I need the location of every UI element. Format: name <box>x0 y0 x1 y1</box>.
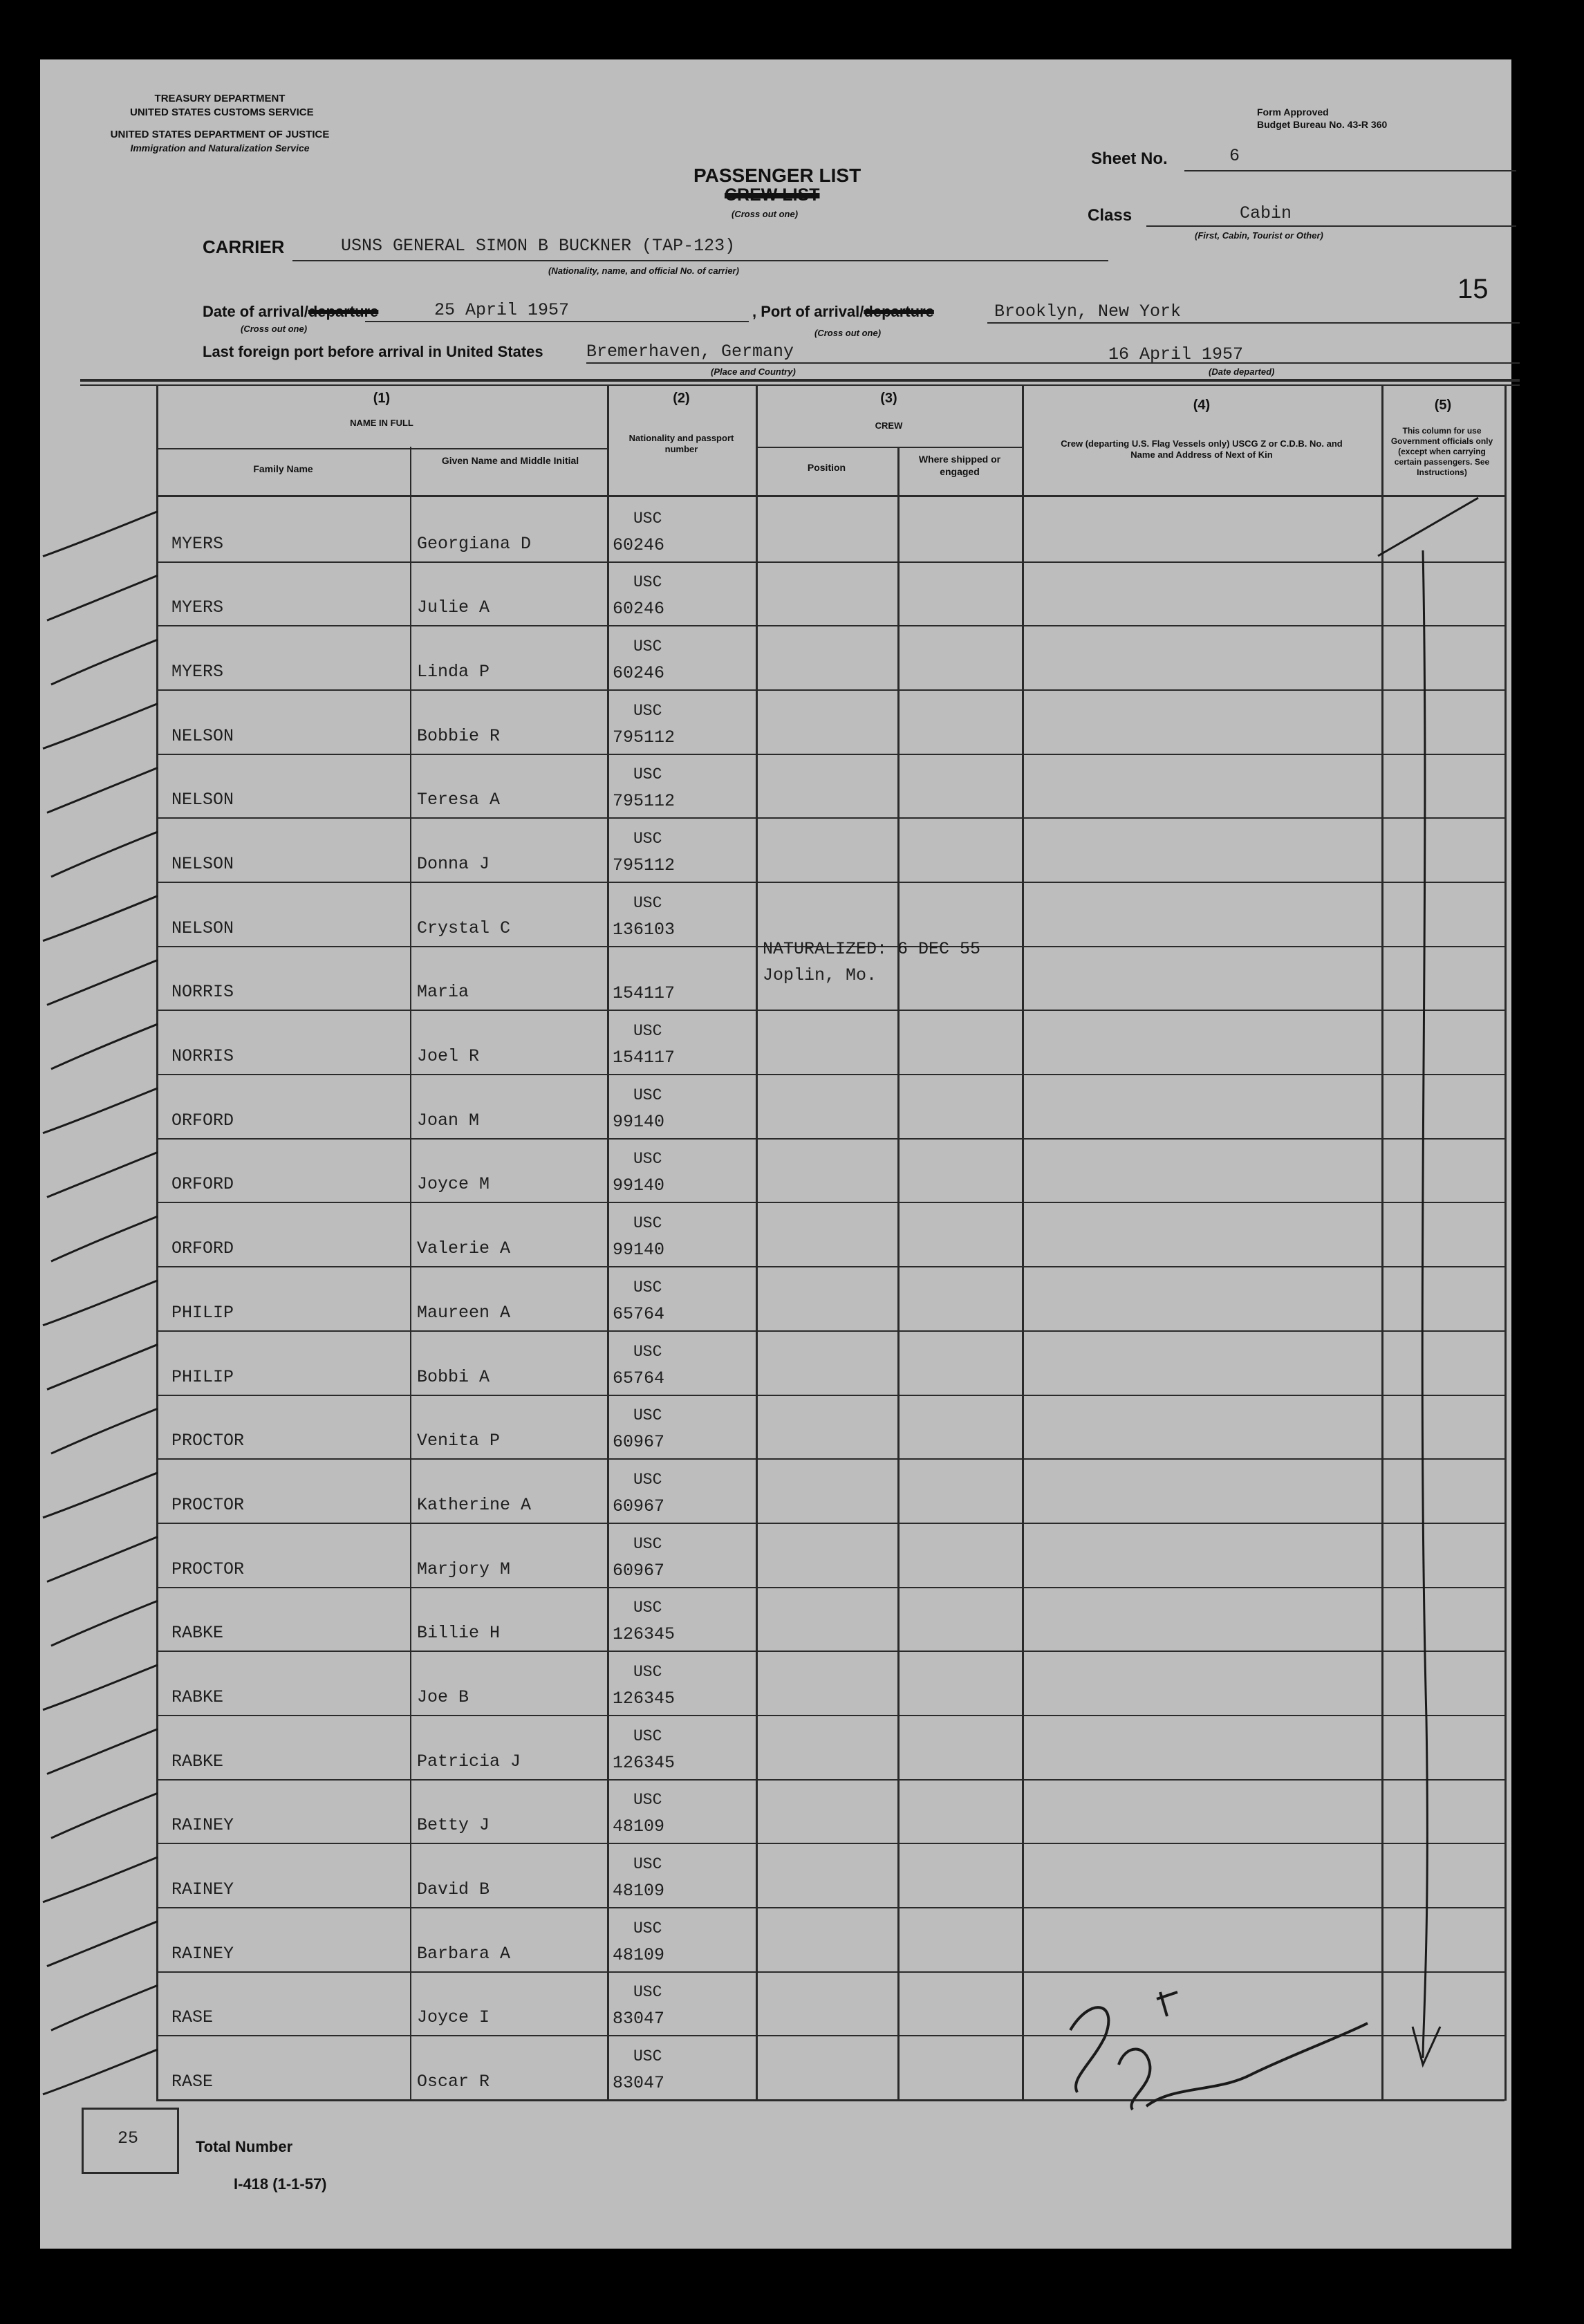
family-name: RASE <box>171 2072 214 2092</box>
check-mark <box>43 1281 158 1326</box>
total-label: Total Number <box>196 2138 293 2155</box>
check-mark <box>47 1729 158 1774</box>
family-name: NELSON <box>171 918 234 938</box>
family-name: PHILIP <box>171 1367 234 1387</box>
check-mark <box>51 832 158 877</box>
check-mark <box>43 2049 158 2094</box>
passport-number: 795112 <box>613 791 675 811</box>
passport-number: 126345 <box>613 1689 675 1709</box>
check-mark <box>51 1793 158 1838</box>
col1b-header: Given Name and Middle Initial <box>441 455 579 466</box>
given-name: Valerie A <box>417 1238 511 1258</box>
family-name: PROCTOR <box>171 1431 245 1451</box>
passport-number: 136103 <box>613 920 675 940</box>
check-mark <box>47 1344 158 1389</box>
given-name: Teresa A <box>417 790 501 810</box>
check-mark <box>47 1152 158 1197</box>
col3b-header: Where shipped or engaged <box>918 454 1001 477</box>
given-name: Bobbie R <box>417 726 501 746</box>
given-name: Betty J <box>417 1815 490 1835</box>
nationality: USC <box>633 1471 662 1489</box>
last-port-value: Bremerhaven, Germany <box>586 342 794 362</box>
family-name: RABKE <box>171 1687 224 1707</box>
check-mark <box>43 1473 158 1518</box>
check-mark <box>43 896 158 941</box>
family-name: NELSON <box>171 726 234 746</box>
check-mark <box>47 575 158 620</box>
family-name: NELSON <box>171 854 234 874</box>
given-name: Georgiana D <box>417 534 532 554</box>
family-name: RASE <box>171 2007 214 2027</box>
port-value: Brooklyn, New York <box>994 301 1182 322</box>
given-name: Barbara A <box>417 1944 511 1964</box>
nationality: USC <box>633 1086 662 1104</box>
check-mark <box>47 1922 158 1967</box>
family-name: PROCTOR <box>171 1559 245 1579</box>
nationality: USC <box>633 1599 662 1617</box>
passport-number: 48109 <box>613 1881 665 1901</box>
given-name: Linda P <box>417 662 490 682</box>
check-mark <box>51 1216 158 1261</box>
passport-number: 795112 <box>613 855 675 875</box>
family-name: ORFORD <box>171 1238 234 1258</box>
passport-number: 65764 <box>613 1368 665 1388</box>
given-name: Joyce M <box>417 1174 490 1194</box>
col2-header: Nationality and passport number <box>628 433 734 455</box>
family-name: RABKE <box>171 1623 224 1643</box>
class-value: Cabin <box>1240 203 1292 223</box>
nationality: USC <box>633 1022 662 1040</box>
given-name: Katherine A <box>417 1495 532 1515</box>
col1a-header: Family Name <box>253 463 313 474</box>
check-mark <box>47 768 158 812</box>
nationality: USC <box>633 1343 662 1361</box>
family-name: NELSON <box>171 790 234 810</box>
date-value: 25 April 1957 <box>434 300 570 320</box>
nationality: USC <box>633 1791 662 1809</box>
agency-line-3: UNITED STATES DEPARTMENT OF JUSTICE <box>110 129 330 140</box>
family-name: ORFORD <box>171 1110 234 1131</box>
date-note: (Cross out one) <box>241 324 308 334</box>
passport-number: 154117 <box>613 983 675 1003</box>
passport-number: 60246 <box>613 535 665 555</box>
col1-number: (1) <box>373 391 391 406</box>
agency-line-2: UNITED STATES CUSTOMS SERVICE <box>130 106 314 118</box>
col3-title: CREW <box>875 420 903 431</box>
nationality: USC <box>633 1727 662 1745</box>
given-name: Marjory M <box>417 1559 511 1579</box>
handwritten-initials <box>1070 1992 1368 2110</box>
family-name: ORFORD <box>171 1174 234 1194</box>
passport-number: 60967 <box>613 1432 665 1452</box>
class-note: (First, Cabin, Tourist or Other) <box>1195 230 1323 241</box>
check-mark <box>47 960 158 1005</box>
last-port-label: Last foreign port before arrival in United States <box>203 343 543 360</box>
passport-number: 99140 <box>613 1175 665 1196</box>
form-id: I-418 (1-1-57) <box>234 2175 327 2193</box>
date-departed-value: 16 April 1957 <box>1108 344 1244 364</box>
passport-number: 60967 <box>613 1561 665 1581</box>
nationality: USC <box>633 638 662 656</box>
family-name: RAINEY <box>171 1944 234 1964</box>
nationality: USC <box>633 1214 662 1232</box>
naturalized-note: NATURALIZED: 6 DEC 55 <box>763 939 981 959</box>
check-mark <box>51 640 158 685</box>
given-name: David B <box>417 1879 490 1899</box>
passport-number: 154117 <box>613 1048 675 1068</box>
nationality: USC <box>633 1150 662 1168</box>
class-label: Class <box>1088 206 1133 225</box>
form-title: PASSENGER LIST <box>693 165 861 186</box>
passport-number: 60967 <box>613 1496 665 1516</box>
check-mark <box>43 704 158 749</box>
given-name: Julie A <box>417 597 490 617</box>
col4-header: Crew (departing U.S. Flag Vessels only) USCG Z or C.D.B. No. and Name and Address of Next of Kin <box>1061 438 1343 461</box>
given-name: Maria <box>417 982 469 1002</box>
total-value: 25 <box>118 2128 139 2148</box>
nationality: USC <box>633 1919 662 1937</box>
date-label: Date of arrival/departure <box>203 303 379 320</box>
given-name: Joe B <box>417 1687 469 1707</box>
given-name: Patricia J <box>417 1751 521 1772</box>
col5-header: This column for use Government officials only (except when carrying certain passengers. See Instructions) <box>1390 426 1493 477</box>
col3a-header: Position <box>807 462 846 473</box>
port-note: (Cross out one) <box>814 328 882 338</box>
check-mark <box>43 1857 158 1902</box>
given-name: Oscar R <box>417 2072 490 2092</box>
given-name: Billie H <box>417 1623 501 1643</box>
passport-number: 83047 <box>613 2009 665 2029</box>
title-cross-note: (Cross out one) <box>732 209 799 219</box>
nationality: USC <box>633 573 662 591</box>
given-name: Bobbi A <box>417 1367 490 1387</box>
passport-number: 99140 <box>613 1112 665 1132</box>
form-approved: Form Approved <box>1257 106 1329 118</box>
nationality: USC <box>633 1663 662 1681</box>
passport-number: 83047 <box>613 2073 665 2093</box>
check-mark <box>51 1024 158 1069</box>
nationality: USC <box>633 2047 662 2065</box>
passport-number: 60246 <box>613 599 665 619</box>
nationality: USC <box>633 765 662 783</box>
agency-line-1: TREASURY DEPARTMENT <box>154 93 286 104</box>
sheet-label: Sheet No. <box>1091 149 1168 168</box>
family-name: NORRIS <box>171 1046 234 1066</box>
crossed-crew-list: CREW LIST <box>725 185 820 205</box>
check-mark <box>51 1985 158 2030</box>
nationality: USC <box>633 1406 662 1424</box>
check-mark <box>43 1665 158 1710</box>
budget-bureau: Budget Bureau No. 43-R 360 <box>1257 119 1388 130</box>
check-mark <box>51 1601 158 1646</box>
sheet-value: 6 <box>1229 146 1240 166</box>
nationality: USC <box>633 1535 662 1553</box>
nationality: USC <box>633 1279 662 1296</box>
given-name: Crystal C <box>417 918 511 938</box>
passport-number: 795112 <box>613 727 675 747</box>
carrier-label: CARRIER <box>203 236 285 257</box>
given-name: Donna J <box>417 854 490 874</box>
family-name: RABKE <box>171 1751 224 1772</box>
col1-title: NAME IN FULL <box>350 418 413 428</box>
given-name: Maureen A <box>417 1303 511 1323</box>
passport-number: 99140 <box>613 1240 665 1260</box>
passport-number: 65764 <box>613 1304 665 1324</box>
col3-number: (3) <box>880 391 897 406</box>
family-name: MYERS <box>171 534 224 554</box>
passport-number: 48109 <box>613 1945 665 1965</box>
family-name: MYERS <box>171 662 224 682</box>
family-name: RAINEY <box>171 1815 234 1835</box>
nationality: USC <box>633 1855 662 1873</box>
check-mark <box>51 1409 158 1453</box>
last-port-note: (Place and Country) <box>711 366 796 377</box>
corner-number: 15 <box>1457 274 1489 304</box>
passport-number: 126345 <box>613 1753 675 1773</box>
passport-number: 48109 <box>613 1816 665 1837</box>
family-name: MYERS <box>171 597 224 617</box>
col5-number: (5) <box>1434 398 1452 413</box>
nationality: USC <box>633 1983 662 2001</box>
given-name: Venita P <box>417 1431 501 1451</box>
family-name: PHILIP <box>171 1303 234 1323</box>
naturalized-place: Joplin, Mo. <box>763 965 877 985</box>
agency-line-4: Immigration and Naturalization Service <box>130 142 310 154</box>
check-mark <box>47 1536 158 1581</box>
carrier-value: USNS GENERAL SIMON B BUCKNER (TAP-123) <box>341 236 736 256</box>
nationality: USC <box>633 702 662 720</box>
passport-number: 60246 <box>613 663 665 683</box>
given-name: Joel R <box>417 1046 480 1066</box>
nationality: USC <box>633 894 662 912</box>
column5-arrow <box>1378 498 1478 2065</box>
passenger-list-form <box>40 59 1511 2249</box>
family-name: PROCTOR <box>171 1495 245 1515</box>
family-name: RAINEY <box>171 1879 234 1899</box>
port-label: , Port of arrival/departure <box>752 303 934 320</box>
nationality: USC <box>633 830 662 848</box>
given-name: Joan M <box>417 1110 480 1131</box>
handwritten-marks <box>40 59 1511 2249</box>
check-mark <box>43 1088 158 1133</box>
family-name: NORRIS <box>171 982 234 1002</box>
col2-number: (2) <box>673 391 690 406</box>
nationality: USC <box>633 510 662 528</box>
col4-number: (4) <box>1193 398 1211 413</box>
date-departed-note: (Date departed) <box>1209 366 1275 377</box>
given-name: Joyce I <box>417 2007 490 2027</box>
carrier-note: (Nationality, name, and official No. of carrier) <box>548 266 739 276</box>
check-mark <box>43 512 158 557</box>
passport-number: 126345 <box>613 1624 675 1644</box>
